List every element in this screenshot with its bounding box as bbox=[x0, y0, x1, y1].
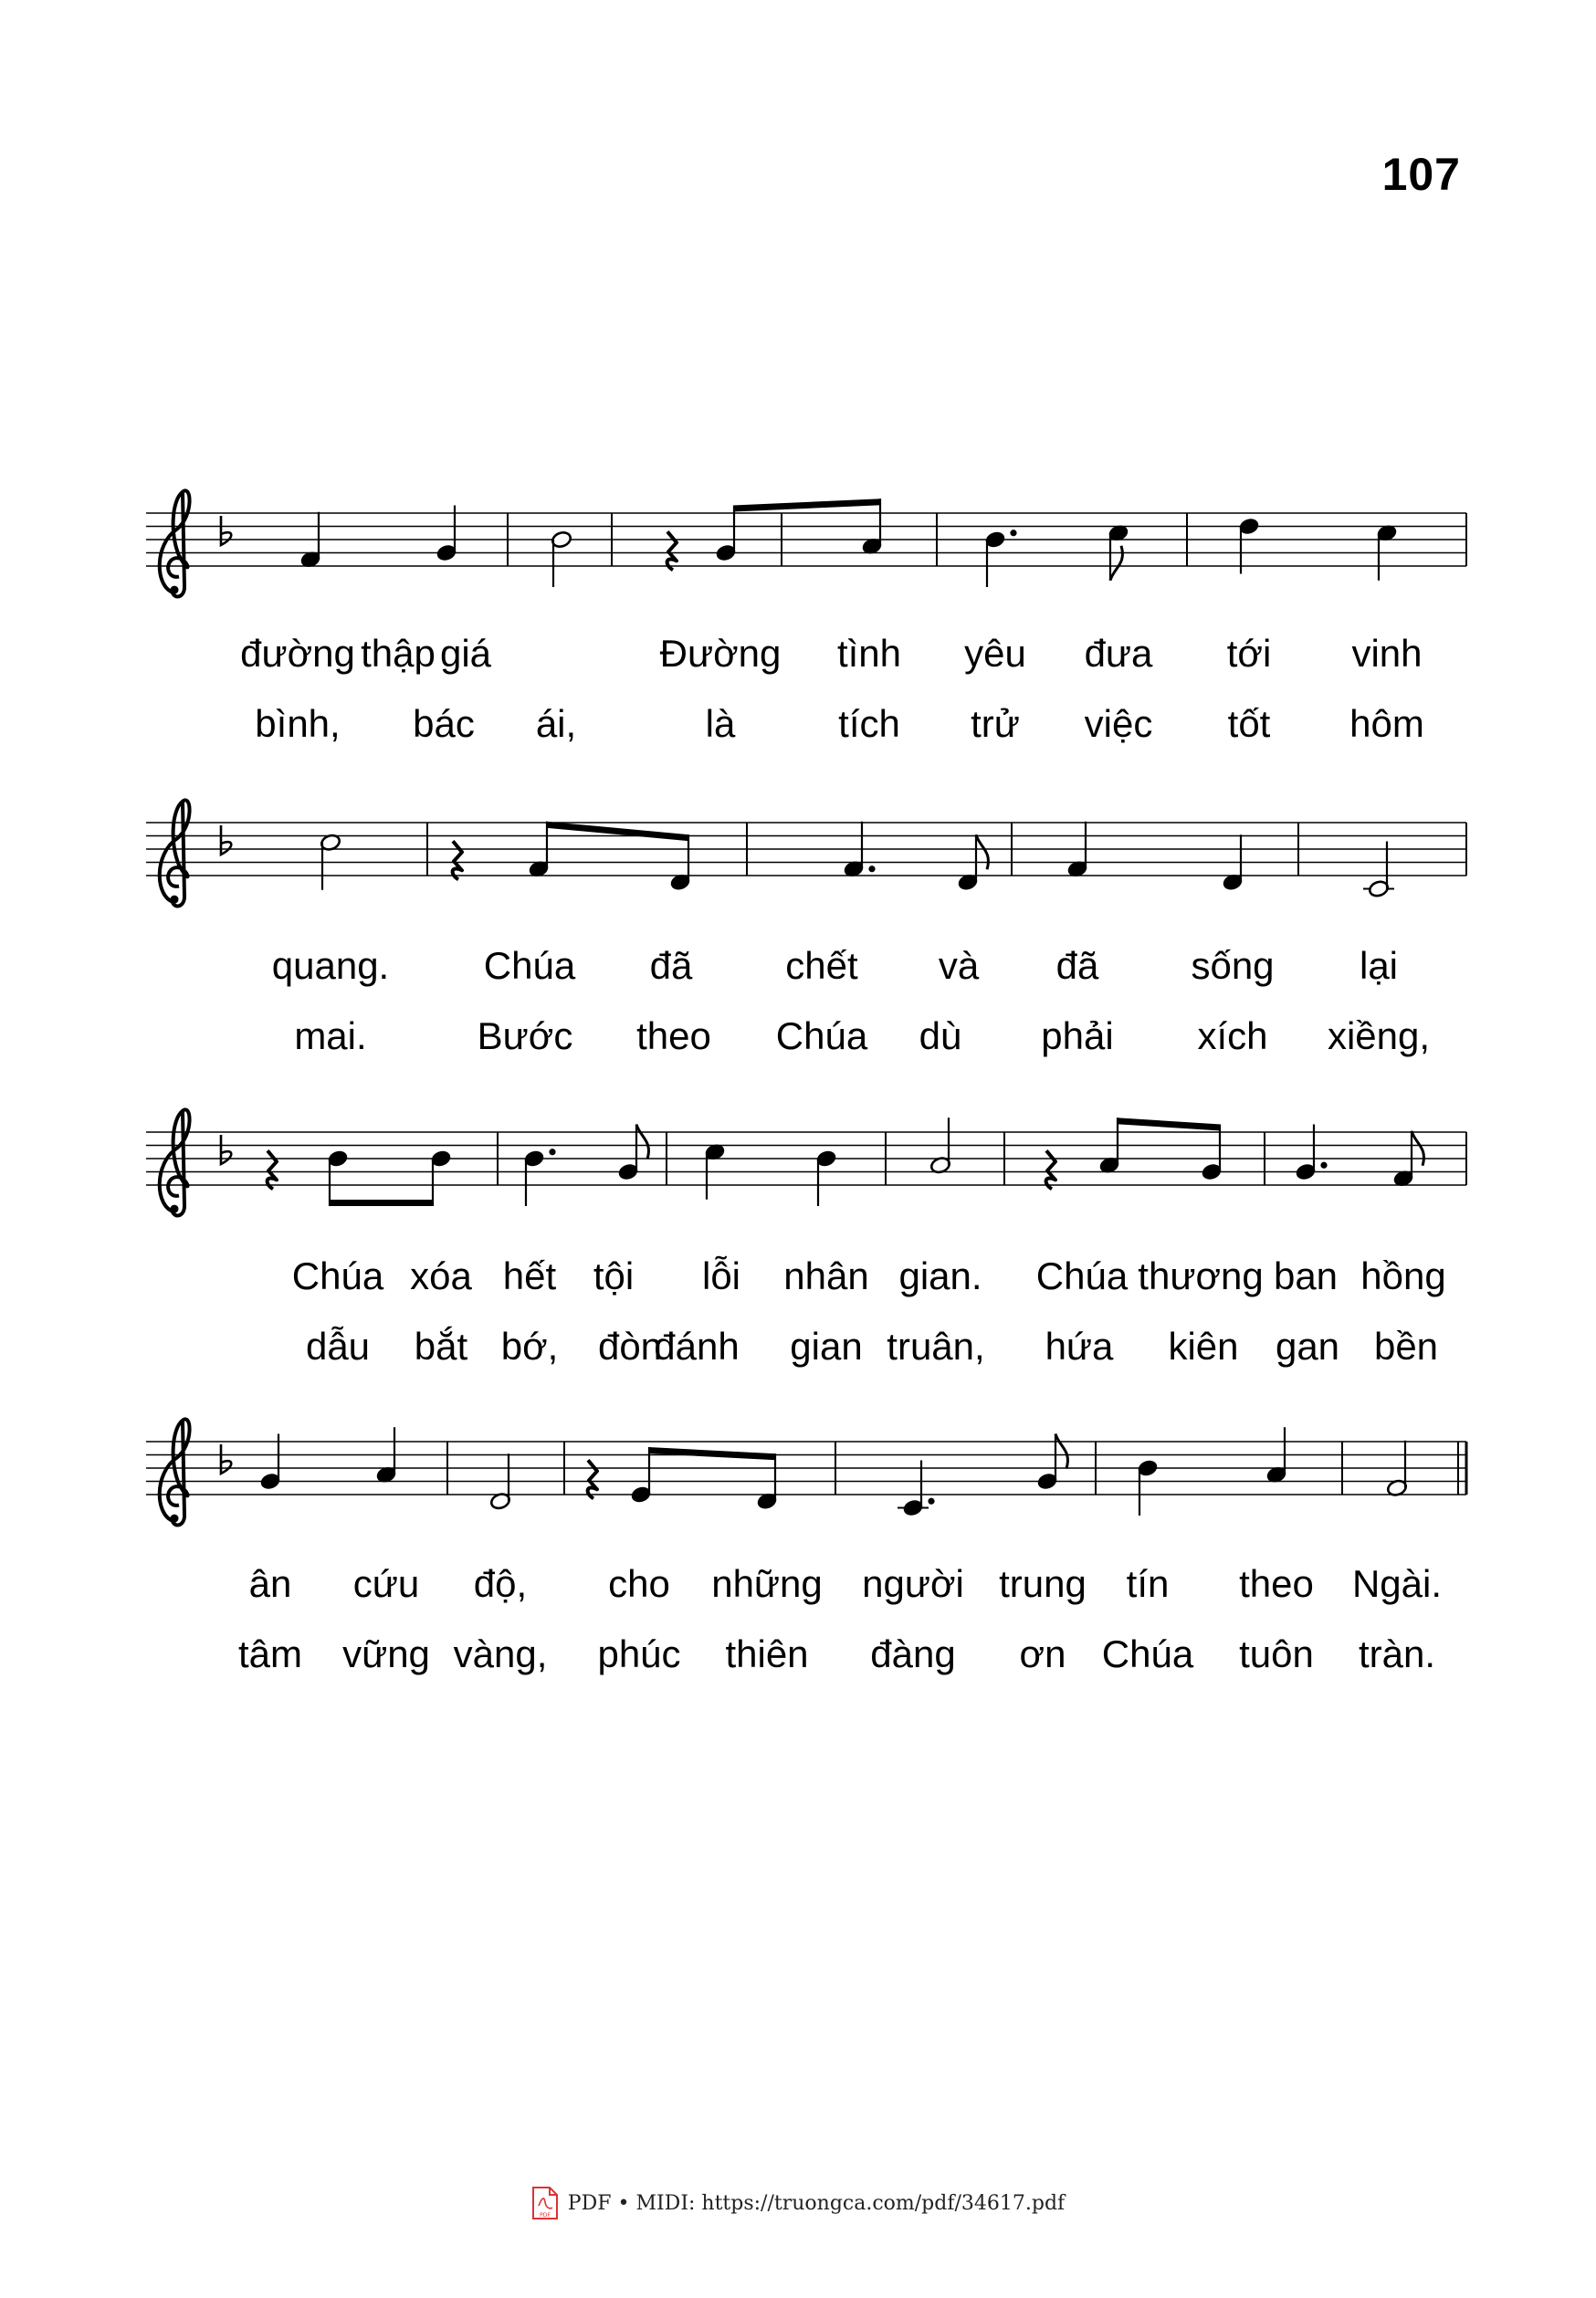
eighth-flag bbox=[976, 834, 988, 869]
lyric-syllable-verse2: phúc bbox=[597, 1632, 681, 1675]
lyric-syllable-verse1: thương bbox=[1138, 1254, 1264, 1297]
augmentation-dot bbox=[549, 1149, 555, 1155]
lyric-syllable-verse1: độ, bbox=[473, 1562, 528, 1605]
eighth-flag bbox=[1110, 546, 1122, 581]
beam bbox=[733, 498, 881, 511]
lyric-syllable-verse1: nhân bbox=[783, 1254, 869, 1297]
svg-text:PDF: PDF bbox=[539, 2212, 551, 2219]
beam bbox=[329, 1200, 434, 1206]
lyric-syllable-verse2: đánh bbox=[654, 1325, 740, 1368]
lyric-syllable-verse2: ơn bbox=[1019, 1632, 1066, 1675]
eighth-flag bbox=[636, 1125, 648, 1159]
treble-clef bbox=[160, 1419, 190, 1525]
lyric-syllable-verse2: xích bbox=[1197, 1014, 1268, 1057]
lyric-syllable-verse1: Chúa bbox=[483, 944, 576, 987]
lyric-syllable-verse1: trung bbox=[999, 1562, 1087, 1605]
treble-clef bbox=[160, 1109, 190, 1215]
lyric-syllable-verse2: vàng, bbox=[453, 1632, 548, 1675]
lyric-syllable-verse1: ban bbox=[1273, 1254, 1339, 1297]
page-number: 107 bbox=[1381, 149, 1461, 200]
lyric-syllable-verse1: lại bbox=[1359, 944, 1399, 987]
lyric-syllable-verse2: đàng bbox=[870, 1632, 956, 1675]
lyric-syllable-verse1: những bbox=[711, 1562, 823, 1605]
lyric-syllable-verse1: Chúa bbox=[1035, 1254, 1129, 1297]
augmentation-dot bbox=[928, 1498, 934, 1505]
lyric-syllable-verse1: tới bbox=[1226, 632, 1272, 675]
lyric-syllable-verse2: phải bbox=[1041, 1014, 1114, 1057]
lyric-syllable-verse1: giá bbox=[439, 632, 492, 675]
lyric-syllable-verse2: bền bbox=[1373, 1325, 1439, 1368]
lyric-syllable-verse1: và bbox=[938, 944, 980, 987]
lyric-syllable-verse2: Chúa bbox=[1101, 1632, 1194, 1675]
lyric-syllable-verse1: theo bbox=[1239, 1562, 1314, 1605]
lyric-syllable-verse1: đường bbox=[240, 632, 355, 675]
lyric-syllable-verse1: tín bbox=[1126, 1562, 1170, 1605]
flat-sign bbox=[221, 1135, 231, 1164]
lyric-syllable-verse1: lỗi bbox=[701, 1254, 741, 1297]
lyric-syllable-verse2: Chúa bbox=[775, 1014, 868, 1057]
lyric-syllable-verse1: đưa bbox=[1084, 632, 1153, 675]
lyric-syllable-verse2: mai. bbox=[294, 1014, 367, 1057]
lyric-syllable-verse1: thập bbox=[361, 632, 436, 675]
lyric-syllable-verse1: gian. bbox=[898, 1254, 982, 1297]
lyric-syllable-verse1: xóa bbox=[410, 1254, 472, 1297]
lyric-syllable-verse2: bình, bbox=[255, 702, 341, 745]
lyric-syllable-verse1: Đường bbox=[659, 632, 782, 675]
flat-sign bbox=[221, 516, 231, 545]
lyric-syllable-verse1: đã bbox=[1055, 944, 1099, 987]
lyric-syllable-verse2: tích bbox=[838, 702, 900, 745]
lyric-syllable-verse1: tội bbox=[593, 1254, 635, 1297]
lyric-syllable-verse2: là bbox=[705, 702, 736, 745]
beam bbox=[648, 1447, 776, 1460]
lyric-syllable-verse2: kiên bbox=[1168, 1325, 1239, 1368]
lyric-syllable-verse1: ân bbox=[248, 1562, 292, 1605]
lyric-syllable-verse2: tốt bbox=[1227, 702, 1271, 745]
quarter-rest bbox=[588, 1460, 597, 1498]
flat-sign bbox=[221, 825, 231, 855]
treble-clef bbox=[160, 800, 190, 906]
lyric-syllable-verse2: đòn bbox=[597, 1325, 663, 1368]
flat-sign bbox=[221, 1444, 231, 1474]
augmentation-dot bbox=[1010, 530, 1016, 536]
lyric-syllable-verse2: gian bbox=[790, 1325, 863, 1368]
beam bbox=[1117, 1118, 1221, 1130]
quarter-rest bbox=[453, 841, 462, 879]
lyric-syllable-verse2: Bước bbox=[477, 1014, 573, 1057]
lyric-syllable-verse2: xiềng, bbox=[1327, 1014, 1431, 1057]
lyric-syllable-verse2: hứa bbox=[1045, 1325, 1114, 1368]
quarter-rest bbox=[1046, 1150, 1055, 1189]
beam bbox=[546, 822, 689, 842]
lyric-syllable-verse1: tình bbox=[836, 632, 902, 675]
lyric-syllable-verse1: sống bbox=[1191, 944, 1275, 987]
lyric-syllable-verse1: quang. bbox=[271, 944, 390, 987]
lyric-syllable-verse1: vinh bbox=[1351, 632, 1423, 675]
lyric-syllable-verse1: người bbox=[862, 1562, 964, 1605]
lyric-syllable-verse2: bác bbox=[413, 702, 475, 745]
lyric-syllable-verse2: ái, bbox=[535, 702, 577, 745]
lyric-syllable-verse2: gan bbox=[1275, 1325, 1340, 1368]
eighth-flag bbox=[1055, 1434, 1067, 1469]
lyric-syllable-verse1: hồng bbox=[1360, 1254, 1446, 1297]
lyric-syllable-verse1: chết bbox=[785, 944, 858, 987]
lyric-syllable-verse2: hôm bbox=[1349, 702, 1424, 745]
lyric-syllable-verse1: yêu bbox=[964, 632, 1026, 675]
lyric-syllable-verse1: hết bbox=[502, 1254, 557, 1297]
lyric-syllable-verse2: việc bbox=[1084, 702, 1153, 745]
lyric-syllable-verse1: Ngài. bbox=[1351, 1562, 1443, 1605]
lyric-syllable-verse2: theo bbox=[636, 1014, 711, 1057]
lyric-syllable-verse2: vững bbox=[342, 1632, 430, 1675]
pdf-icon bbox=[531, 2186, 559, 2220]
lyric-syllable-verse2: tâm bbox=[237, 1632, 303, 1675]
lyric-syllable-verse2: tuôn bbox=[1239, 1632, 1314, 1675]
lyric-syllable-verse2: dẫu bbox=[305, 1325, 371, 1368]
lyric-syllable-verse2: bắt bbox=[414, 1325, 468, 1368]
lyric-syllable-verse2: dù bbox=[919, 1014, 962, 1057]
lyric-syllable-verse2: truân, bbox=[887, 1325, 985, 1368]
lyric-syllable-verse2: trử bbox=[971, 702, 1020, 745]
lyric-syllable-verse1: Chúa bbox=[291, 1254, 384, 1297]
treble-clef bbox=[160, 490, 190, 596]
augmentation-dot bbox=[868, 866, 875, 872]
quarter-rest bbox=[667, 531, 677, 570]
lyric-syllable-verse1: đã bbox=[649, 944, 693, 987]
footer-link-text[interactable]: PDF • MIDI: https://truongca.com/pdf/34617.pdf bbox=[567, 2191, 1066, 2215]
lyric-syllable-verse1: cho bbox=[608, 1562, 670, 1605]
lyric-syllable-verse2: bớ, bbox=[500, 1325, 559, 1368]
augmentation-dot bbox=[1320, 1162, 1327, 1169]
lyric-syllable-verse2: thiên bbox=[725, 1632, 809, 1675]
lyric-syllable-verse1: cứu bbox=[352, 1562, 420, 1605]
quarter-rest bbox=[268, 1150, 277, 1189]
eighth-flag bbox=[1412, 1131, 1423, 1166]
lyric-syllable-verse2: tràn. bbox=[1358, 1632, 1436, 1675]
footer bbox=[0, 2186, 1596, 2220]
